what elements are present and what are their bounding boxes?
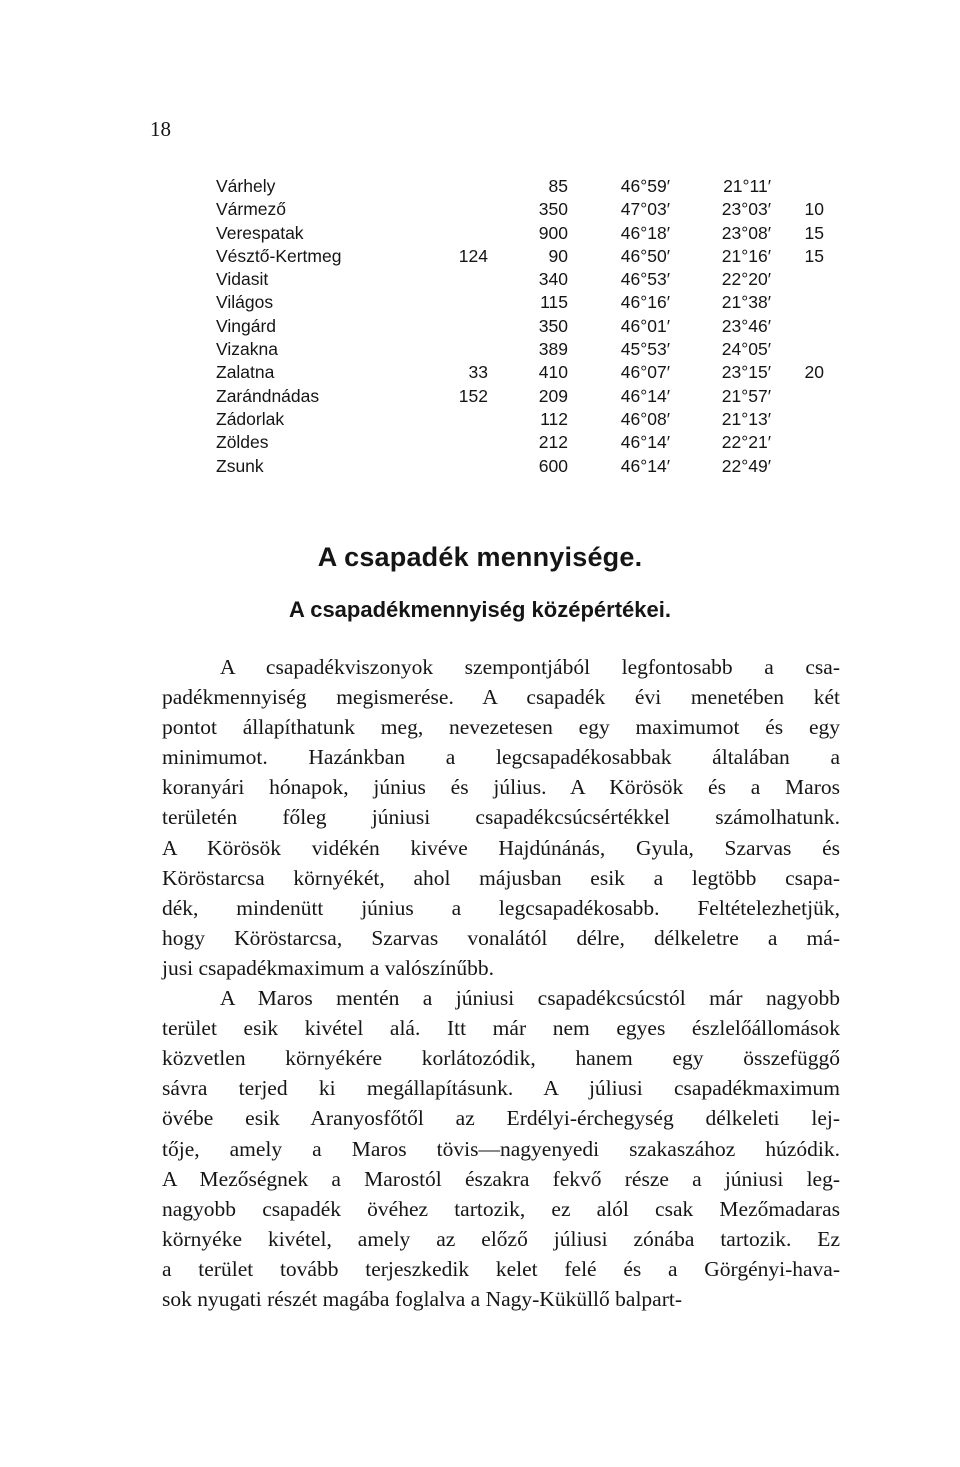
station-value-a-cell xyxy=(448,315,488,338)
station-name-cell: Várhely xyxy=(216,176,276,196)
station-name-cell: Zöldes xyxy=(216,432,269,453)
station-name-cell: Vésztő-Kertmeg xyxy=(216,245,342,266)
station-value-b-cell: 340 xyxy=(538,269,568,290)
station-value-a-cell xyxy=(448,198,488,221)
station-latitude-cell: 46°16′ xyxy=(620,292,670,313)
station-value-a-cell xyxy=(448,291,488,314)
text-line: terület esik kivétel alá. Itt már nem egyes észlelőállomások xyxy=(162,1016,840,1041)
station-latitude-cell: 46°14′ xyxy=(620,455,670,476)
station-longitude-cell: 23°03′ xyxy=(721,199,771,220)
station-longitude-cell: 21°38′ xyxy=(721,292,771,313)
text-line: környéke kivétel, amely az előző júliusi zónába tartozik. Ez xyxy=(162,1226,840,1251)
station-name-cell: Vizakna xyxy=(216,339,278,360)
station-latitude-cell: 46°08′ xyxy=(620,408,670,429)
station-value-a-cell xyxy=(448,338,488,361)
station-name-cell: Vidasit xyxy=(216,269,269,290)
station-value-a-cell xyxy=(448,175,488,198)
station-latitude-cell: 46°14′ xyxy=(620,432,670,453)
station-longitude-cell: 21°57′ xyxy=(721,385,771,406)
station-latitude-cell: 46°59′ xyxy=(620,176,670,196)
text-line: pontot állapíthatunk meg, nevezetesen egy maximumot és egy xyxy=(162,715,840,740)
station-value-b-cell: 350 xyxy=(538,199,568,220)
station-value-e-cell xyxy=(771,431,824,454)
station-longitude-cell: 21°13′ xyxy=(721,408,771,429)
station-value-e-cell xyxy=(771,268,824,291)
station-value-a-cell: 124 xyxy=(458,245,488,266)
station-name-cell: Zarándnádas xyxy=(216,385,320,406)
table-row xyxy=(216,408,824,431)
table-row xyxy=(216,338,824,361)
text-line: közvetlen környékére korlátozódik, hanem egy összefüggő xyxy=(162,1046,840,1071)
text-line: övébe esik Aranyosfőtől az Erdélyi-érchegység délkeleti lej- xyxy=(162,1106,840,1131)
station-longitude-cell: 21°11′ xyxy=(723,176,771,196)
station-latitude-cell: 47°03′ xyxy=(620,199,670,220)
text-line: padékmennyiség megismerése. A csapadék évi menetében két xyxy=(162,685,840,710)
station-value-e-cell xyxy=(771,338,824,361)
station-value-b-cell: 410 xyxy=(538,362,568,383)
station-longitude-cell: 23°08′ xyxy=(721,222,771,243)
table-row xyxy=(216,198,824,221)
station-longitude-cell: 22°20′ xyxy=(721,269,771,290)
station-longitude-cell: 23°15′ xyxy=(721,362,771,383)
station-value-b-cell: 115 xyxy=(540,292,568,313)
station-value-e-cell xyxy=(771,385,824,408)
station-value-a-cell: 152 xyxy=(458,385,488,406)
page-number: 18 xyxy=(150,117,171,141)
station-value-a-cell xyxy=(448,431,488,454)
station-name-cell: Vingárd xyxy=(216,315,277,336)
table-row xyxy=(216,455,824,478)
table-row xyxy=(216,175,824,198)
station-latitude-cell: 45°53′ xyxy=(620,339,670,360)
station-latitude-cell: 46°07′ xyxy=(620,362,670,383)
station-name-cell: Verespatak xyxy=(216,222,304,243)
text-line: nagyobb csapadék övéhez tartozik, ez alól csak Mezőmadaras xyxy=(162,1196,840,1221)
station-longitude-cell: 23°46′ xyxy=(721,315,771,336)
station-longitude-cell: 21°16′ xyxy=(721,245,771,266)
text-line: Köröstarcsa környékét, ahol májusban esik a legtöbb csapa- xyxy=(162,865,840,890)
station-longitude-cell: 22°21′ xyxy=(721,432,771,453)
station-value-e-cell xyxy=(771,175,824,198)
text-line: koranyári hónapok, június és július. A Körösök és a Maros xyxy=(162,775,840,800)
table-row xyxy=(216,361,824,384)
table-row xyxy=(216,245,824,268)
text-line: A csapadékviszonyok szempontjából legfontosabb a csa- xyxy=(220,655,840,679)
station-latitude-cell: 46°14′ xyxy=(620,385,670,406)
text-line: sávra terjed ki megállapításunk. A júliusi csapadékmaximum xyxy=(162,1076,840,1101)
station-value-e-cell: 10 xyxy=(804,199,824,220)
text-line: jusi csapadékmaximum a valószínűbb. xyxy=(162,955,494,980)
body-text xyxy=(162,652,840,1314)
table-row xyxy=(216,268,824,291)
station-value-e-cell: 20 xyxy=(804,362,824,383)
station-value-a-cell xyxy=(448,222,488,245)
station-value-e-cell xyxy=(771,315,824,338)
text-line: A Körösök vidékén kivéve Hajdúnánás, Gyula, Szarvas és xyxy=(162,835,840,860)
text-line: A Mezőségnek a Marostól északra fekvő része a júniusi leg- xyxy=(162,1166,840,1191)
station-name-cell: Zádorlak xyxy=(216,408,285,429)
station-value-b-cell: 209 xyxy=(538,385,568,406)
station-value-a-cell xyxy=(448,455,488,478)
station-value-b-cell: 350 xyxy=(538,315,568,336)
station-value-b-cell: 112 xyxy=(540,408,568,429)
station-latitude-cell: 46°53′ xyxy=(620,269,670,290)
station-name-cell: Zalatna xyxy=(216,362,275,383)
station-value-a-cell xyxy=(448,408,488,431)
station-table xyxy=(216,175,824,478)
station-value-e-cell: 15 xyxy=(804,222,824,243)
text-line: a terület tovább terjeszkedik kelet felé és a Görgényi-hava- xyxy=(162,1256,840,1281)
station-value-b-cell: 212 xyxy=(538,432,568,453)
station-value-e-cell xyxy=(771,291,824,314)
text-line: hogy Köröstarcsa, Szarvas vonalától délre, délkeletre a má- xyxy=(162,925,840,950)
text-line: A Maros mentén a júniusi csapadékcsúcstól már nagyobb xyxy=(220,986,840,1011)
section-heading: A csapadék mennyisége. xyxy=(317,542,643,572)
station-name-cell: Világos xyxy=(216,292,274,313)
station-longitude-cell: 24°05′ xyxy=(721,339,771,360)
table-row xyxy=(216,431,824,454)
station-latitude-cell: 46°18′ xyxy=(620,222,670,243)
text-line: minimumot. Hazánkban a legcsapadékosabbak általában a xyxy=(162,745,840,770)
station-longitude-cell: 22°49′ xyxy=(721,455,771,476)
text-line: dék, mindenütt június a legcsapadékosabb. Feltételezhetjük, xyxy=(162,895,840,920)
table-row xyxy=(216,385,824,408)
table-row xyxy=(216,315,824,338)
station-value-b-cell: 600 xyxy=(538,455,568,476)
station-name-cell: Vármező xyxy=(216,199,287,220)
table-row xyxy=(216,222,824,245)
text-line: tője, amely a Maros tövis—nagyenyedi szakaszához húzódik. xyxy=(162,1136,840,1161)
station-value-b-cell: 900 xyxy=(538,222,568,243)
text-line: területén főleg júniusi csapadékcsúcsértékkel számolhatunk. xyxy=(162,805,840,830)
station-latitude-cell: 46°01′ xyxy=(620,315,670,336)
station-name-cell: Zsunk xyxy=(216,455,264,476)
station-value-b-cell: 90 xyxy=(548,245,568,266)
station-value-b-cell: 389 xyxy=(538,339,568,360)
station-value-b-cell: 85 xyxy=(548,176,568,196)
section-subheading: A csapadékmennyiség középértékei. xyxy=(289,597,671,622)
text-line: sok nyugati részét magába foglalva a Nagy-Küküllő balpart- xyxy=(162,1286,682,1311)
station-value-e-cell xyxy=(771,408,824,431)
station-value-e-cell xyxy=(771,455,824,478)
station-value-a-cell xyxy=(448,268,488,291)
station-latitude-cell: 46°50′ xyxy=(620,245,670,266)
station-value-e-cell: 15 xyxy=(804,245,824,266)
table-row xyxy=(216,291,824,314)
station-value-a-cell: 33 xyxy=(468,362,488,383)
